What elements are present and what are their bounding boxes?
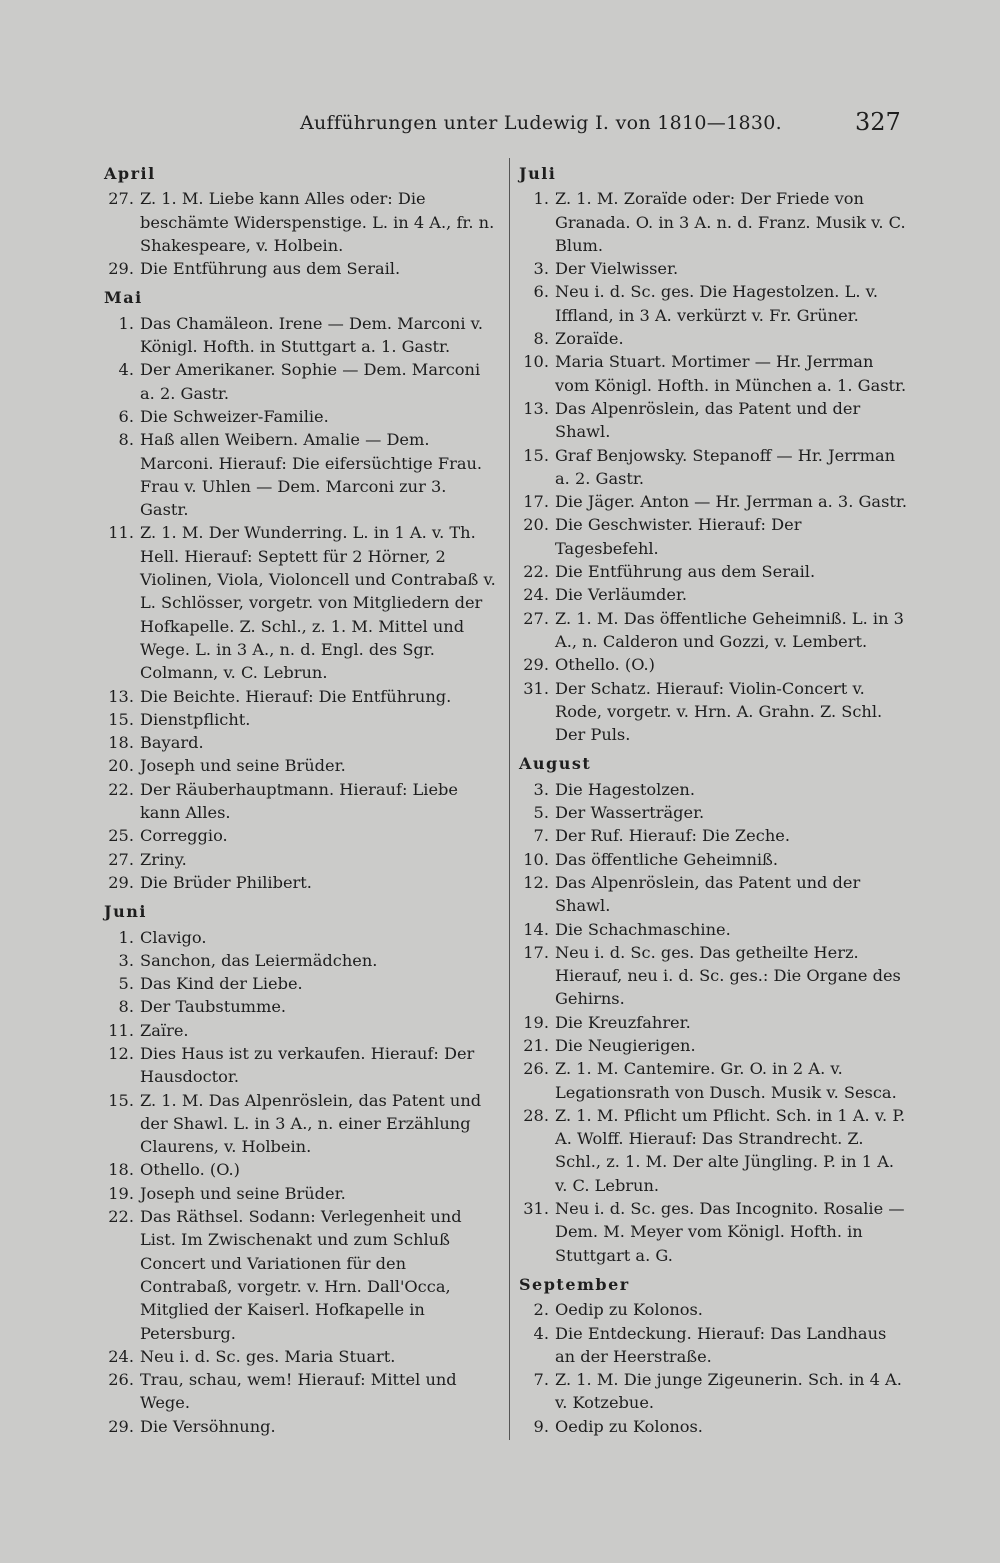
entry-text: Z. 1. M. Das Alpenröslein, das Patent und der Shawl. L. in 3 A., n. einer Erzählung Claurens, v. Holbein. — [140, 1090, 482, 1157]
entry-text: Joseph und seine Brüder. — [140, 1183, 346, 1203]
entry-day: 12. — [523, 872, 549, 892]
entry-day: 27. — [108, 849, 134, 869]
performance-entry — [515, 848, 910, 871]
entry-day: 3. — [118, 950, 134, 970]
performance-entry — [100, 1205, 500, 1345]
performance-entry — [515, 490, 910, 513]
entry-day: 1. — [118, 313, 134, 333]
entry-day: 29. — [108, 259, 134, 279]
entry-text: Z. 1. M. Das öffentliche Geheimniß. L. in 3 A., n. Calderon und Gozzi, v. Lembert. — [555, 608, 904, 651]
entry-text: Z. 1. M. Cantemire. Gr. O. in 2 A. v. Legationsrath von Dusch. Musik v. Sesca. — [555, 1059, 897, 1102]
entry-day: 22. — [108, 1207, 134, 1227]
entry-text: Die Jäger. Anton — Hr. Jerrman a. 3. Gastr. — [555, 492, 907, 512]
entry-text: Trau, schau, wem! Hierauf: Mittel und Wege. — [140, 1370, 457, 1413]
entry-text: Das Kind der Liebe. — [140, 974, 303, 994]
performance-entry — [100, 1182, 500, 1205]
entry-text: Das öffentliche Geheimniß. — [555, 849, 779, 869]
entry-day: 4. — [118, 360, 134, 380]
month-heading: April — [104, 164, 156, 183]
entry-day: 18. — [108, 733, 134, 753]
entry-text: Der Räuberhauptmann. Hierauf: Liebe kann Alles. — [140, 779, 458, 823]
entry-text: Der Taubstumme. — [140, 997, 287, 1017]
entry-text: Der Schatz. Hierauf: Violin-Concert v. Rode, vorgetr. v. Hrn. A. Grahn. Z. Schl. Der Puls. — [555, 678, 883, 745]
performance-entry — [100, 754, 500, 777]
performance-entry — [100, 685, 500, 708]
entry-text: Das Alpenröslein, das Patent und der Shawl. — [555, 872, 861, 916]
entry-day: 17. — [523, 942, 549, 962]
entry-day: 6. — [533, 282, 549, 302]
performance-entry — [100, 778, 500, 825]
performance-entry — [515, 187, 910, 257]
entry-day: 28. — [523, 1105, 549, 1125]
entry-day: 27. — [108, 189, 134, 209]
entry-text: Dies Haus ist zu verkaufen. Hierauf: Der Hausdoctor. — [140, 1043, 475, 1087]
entry-day: 11. — [108, 1020, 134, 1040]
performance-entry — [515, 1415, 910, 1438]
entry-text: Z. 1. M. Die junge Zigeunerin. Sch. in 4 A. v. Kotzebue. — [555, 1370, 902, 1413]
entry-day: 18. — [108, 1160, 134, 1180]
entry-text: Z. 1. M. Liebe kann Alles oder: Die beschämte Widerspenstige. L. in 4 A., fr. n. Shakespeare, v. Holbein. — [140, 189, 495, 255]
performance-entry — [100, 848, 500, 871]
performance-entry — [515, 1197, 910, 1267]
entry-day: 22. — [523, 562, 549, 582]
entry-text: Haß allen Weibern. Amalie — Dem. Marconi. Hierauf: Die eifersüchtige Frau. Frau v. Uhlen — Dem. Marconi zur 3. Gastr. — [140, 430, 483, 520]
month-heading: September — [519, 1274, 630, 1294]
entry-day: 13. — [108, 686, 134, 706]
entry-day: 15. — [108, 1090, 134, 1110]
entry-text: Das Alpenröslein, das Patent und der Shawl. — [555, 398, 861, 442]
entry-day: 9. — [533, 1416, 549, 1436]
entry-text: Clavigo. — [140, 927, 207, 947]
entry-text: Neu i. d. Sc. ges. Die Hagestolzen. L. v. Iffland, in 3 A. verkürzt v. Fr. Grüner. — [555, 282, 878, 325]
performance-entry — [515, 941, 910, 1011]
running-head — [0, 108, 1000, 142]
entry-day: 8. — [118, 430, 134, 450]
entry-text: Die Schweizer-Familie. — [140, 406, 329, 426]
entry-day: 19. — [523, 1012, 549, 1032]
entry-day: 15. — [108, 709, 134, 729]
performance-entry — [515, 1368, 910, 1415]
performance-entry — [515, 1034, 910, 1057]
performance-entry — [515, 1011, 910, 1034]
entry-day: 3. — [533, 259, 549, 279]
entry-text: Die Geschwister. Hierauf: Der Tagesbefehl. — [555, 515, 802, 558]
performance-entry — [515, 350, 910, 397]
entry-text: Dienstpflicht. — [140, 709, 251, 729]
performance-entry — [515, 607, 910, 654]
performance-entry — [100, 871, 500, 894]
entry-text: Die Entdeckung. Hierauf: Das Landhaus an der Heerstraße. — [555, 1323, 887, 1366]
column-divider — [509, 158, 510, 1440]
right-column — [515, 158, 910, 1438]
entry-day: 14. — [523, 919, 549, 939]
entry-day: 1. — [118, 927, 134, 947]
entry-day: 22. — [108, 779, 134, 799]
entry-day: 20. — [108, 756, 134, 776]
entry-text: Othello. (O.) — [555, 655, 655, 675]
entry-text: Die Brüder Philibert. — [140, 872, 312, 892]
entry-text: Sanchon, das Leiermädchen. — [140, 950, 378, 970]
entry-day: 20. — [523, 515, 549, 535]
entry-text: Oedip zu Kolonos. — [555, 1300, 703, 1320]
performance-entry — [515, 871, 910, 918]
entry-text: Bayard. — [140, 733, 204, 753]
performance-entry — [515, 513, 910, 560]
entry-day: 31. — [523, 1199, 549, 1219]
performance-entry — [515, 677, 910, 747]
entry-text: Die Verläumder. — [555, 585, 688, 605]
performance-entry — [100, 428, 500, 521]
entry-text: Zoraïde. — [555, 329, 624, 349]
performance-entry — [100, 1019, 500, 1042]
month-heading: Mai — [104, 288, 143, 308]
performance-entry — [515, 560, 910, 583]
entry-text: Das Chamäleon. Irene — Dem. Marconi v. Königl. Hofth. in Stuttgart a. 1. Gastr. — [140, 313, 484, 357]
entry-text: Der Amerikaner. Sophie — Dem. Marconi a. 2. Gastr. — [140, 360, 481, 403]
performance-entry — [515, 257, 910, 280]
entry-day: 24. — [523, 585, 549, 605]
performance-entry — [100, 972, 500, 995]
entry-text: Der Wasserträger. — [555, 803, 705, 823]
entry-text: Joseph und seine Brüder. — [140, 756, 346, 776]
entry-day: 24. — [108, 1346, 134, 1366]
performance-entry — [100, 521, 500, 684]
entry-text: Das Räthsel. Sodann: Verlegenheit und List. Im Zwischenakt und zum Schluß Concert und Variationen für den Contrabaß, vorgetr. v. Hrn. Dall'Occa, Mitglied der Kaiserl. Hofkapelle in Petersburg. — [140, 1207, 462, 1343]
month-heading: Juni — [104, 902, 147, 922]
entry-day: 5. — [533, 803, 549, 823]
performance-entry — [100, 1089, 500, 1159]
entry-day: 12. — [108, 1043, 134, 1063]
entry-day: 6. — [118, 406, 134, 426]
entry-day: 10. — [523, 352, 549, 372]
entry-text: Die Hagestolzen. — [555, 779, 696, 799]
month-heading: Juli — [519, 164, 557, 183]
entry-day: 8. — [533, 329, 549, 349]
entry-text: Zriny. — [140, 849, 187, 869]
entry-day: 7. — [533, 1370, 549, 1390]
entry-text: Z. 1. M. Der Wunderring. L. in 1 A. v. Th. Hell. Hierauf: Septett für 2 Hörner, 2 Violinen, Viola, Violoncell und Contrabaß v. L. Schlösser, vorgetr. von Mitgliedern der Hofkapelle. Z. Schl., z. 1. M. Mittel und Wege. L. in 3 A., n. d. Engl. des Sgr. Colmann, v. C. Lebrun. — [140, 523, 496, 683]
performance-entry — [515, 444, 910, 491]
month-heading: August — [519, 754, 592, 774]
entry-day: 4. — [533, 1323, 549, 1343]
entry-text: Zaïre. — [140, 1020, 189, 1040]
entry-text: Othello. (O.) — [140, 1160, 240, 1180]
entry-text: Oedip zu Kolonos. — [555, 1416, 703, 1436]
performance-entry — [100, 949, 500, 972]
performance-entry — [100, 405, 500, 428]
entry-text: Die Beichte. Hierauf: Die Entführung. — [140, 686, 452, 706]
entry-day: 15. — [523, 445, 549, 465]
entry-day: 26. — [523, 1059, 549, 1079]
performance-entry — [515, 801, 910, 824]
performance-entry — [515, 280, 910, 327]
running-title: Aufführungen unter Ludewig I. von 1810—1830. — [300, 112, 782, 134]
entry-text: Die Schachmaschine. — [555, 919, 731, 939]
entry-day: 17. — [523, 492, 549, 512]
entry-day: 29. — [523, 655, 549, 675]
performance-entry — [515, 1057, 910, 1104]
entry-text: Z. 1. M. Zoraïde oder: Der Friede von Granada. O. in 3 A. n. d. Franz. Musik v. C. Blum. — [555, 189, 906, 255]
performance-entry — [100, 731, 500, 754]
page-number: 327 — [855, 108, 901, 136]
entry-day: 29. — [108, 872, 134, 892]
performance-entry — [515, 1322, 910, 1369]
performance-entry — [515, 397, 910, 444]
entry-text: Die Kreuzfahrer. — [555, 1012, 691, 1032]
performance-entry — [515, 653, 910, 676]
left-column — [100, 158, 500, 1438]
entry-text: Neu i. d. Sc. ges. Das getheilte Herz. Hierauf, neu i. d. Sc. ges.: Die Organe des Gehirns. — [555, 942, 901, 1009]
entry-text: Der Ruf. Hierauf: Die Zeche. — [555, 826, 790, 846]
performance-entry — [100, 358, 500, 405]
performance-entry — [100, 257, 500, 280]
entry-text: Die Neugierigen. — [555, 1035, 696, 1055]
entry-day: 13. — [523, 398, 549, 418]
entry-day: 3. — [533, 779, 549, 799]
entry-text: Graf Benjowsky. Stepanoff — Hr. Jerrman a. 2. Gastr. — [555, 445, 896, 488]
entry-text: Die Versöhnung. — [140, 1416, 276, 1436]
entry-day: 8. — [118, 997, 134, 1017]
performance-entry — [100, 1368, 500, 1415]
performance-entry — [515, 778, 910, 801]
performance-entry — [100, 312, 500, 359]
entry-day: 31. — [523, 678, 549, 698]
entry-text: Der Vielwisser. — [555, 259, 679, 279]
entry-text: Correggio. — [140, 826, 228, 846]
performance-entry — [515, 1298, 910, 1321]
performance-entry — [515, 327, 910, 350]
entry-day: 27. — [523, 608, 549, 628]
entry-day: 5. — [118, 974, 134, 994]
performance-entry — [100, 1415, 500, 1438]
performance-entry — [100, 187, 500, 257]
performance-entry — [100, 1042, 500, 1089]
entry-day: 1. — [533, 189, 549, 209]
performance-entry — [515, 583, 910, 606]
entry-day: 19. — [108, 1183, 134, 1203]
entry-day: 21. — [523, 1035, 549, 1055]
performance-entry — [100, 708, 500, 731]
entry-text: Neu i. d. Sc. ges. Maria Stuart. — [140, 1346, 396, 1366]
performance-entry — [100, 1158, 500, 1181]
entry-text: Neu i. d. Sc. ges. Das Incognito. Rosalie — Dem. M. Meyer vom Königl. Hofth. in Stuttgart a. G. — [555, 1199, 905, 1265]
performance-entry — [100, 1345, 500, 1368]
entry-day: 7. — [533, 826, 549, 846]
entry-text: Z. 1. M. Pflicht um Pflicht. Sch. in 1 A. v. P. A. Wolff. Hierauf: Das Strandrecht. Z. Schl., z. 1. M. Der alte Jüngling. P. in 1 A. v. C. Lebrun. — [555, 1105, 906, 1195]
entry-day: 25. — [108, 826, 134, 846]
entry-day: 29. — [108, 1416, 134, 1436]
entry-day: 26. — [108, 1370, 134, 1390]
entry-day: 10. — [523, 849, 549, 869]
entry-text: Die Entführung aus dem Serail. — [555, 562, 816, 582]
performance-entry — [515, 1104, 910, 1197]
performance-entry — [100, 926, 500, 949]
performance-entry — [100, 995, 500, 1018]
entry-day: 11. — [108, 523, 134, 543]
entry-day: 2. — [533, 1300, 549, 1320]
performance-entry — [100, 824, 500, 847]
entry-text: Die Entführung aus dem Serail. — [140, 259, 401, 279]
performance-entry — [515, 824, 910, 847]
entry-text: Maria Stuart. Mortimer — Hr. Jerrman vom Königl. Hofth. in München a. 1. Gastr. — [555, 352, 907, 395]
performance-entry — [515, 918, 910, 941]
